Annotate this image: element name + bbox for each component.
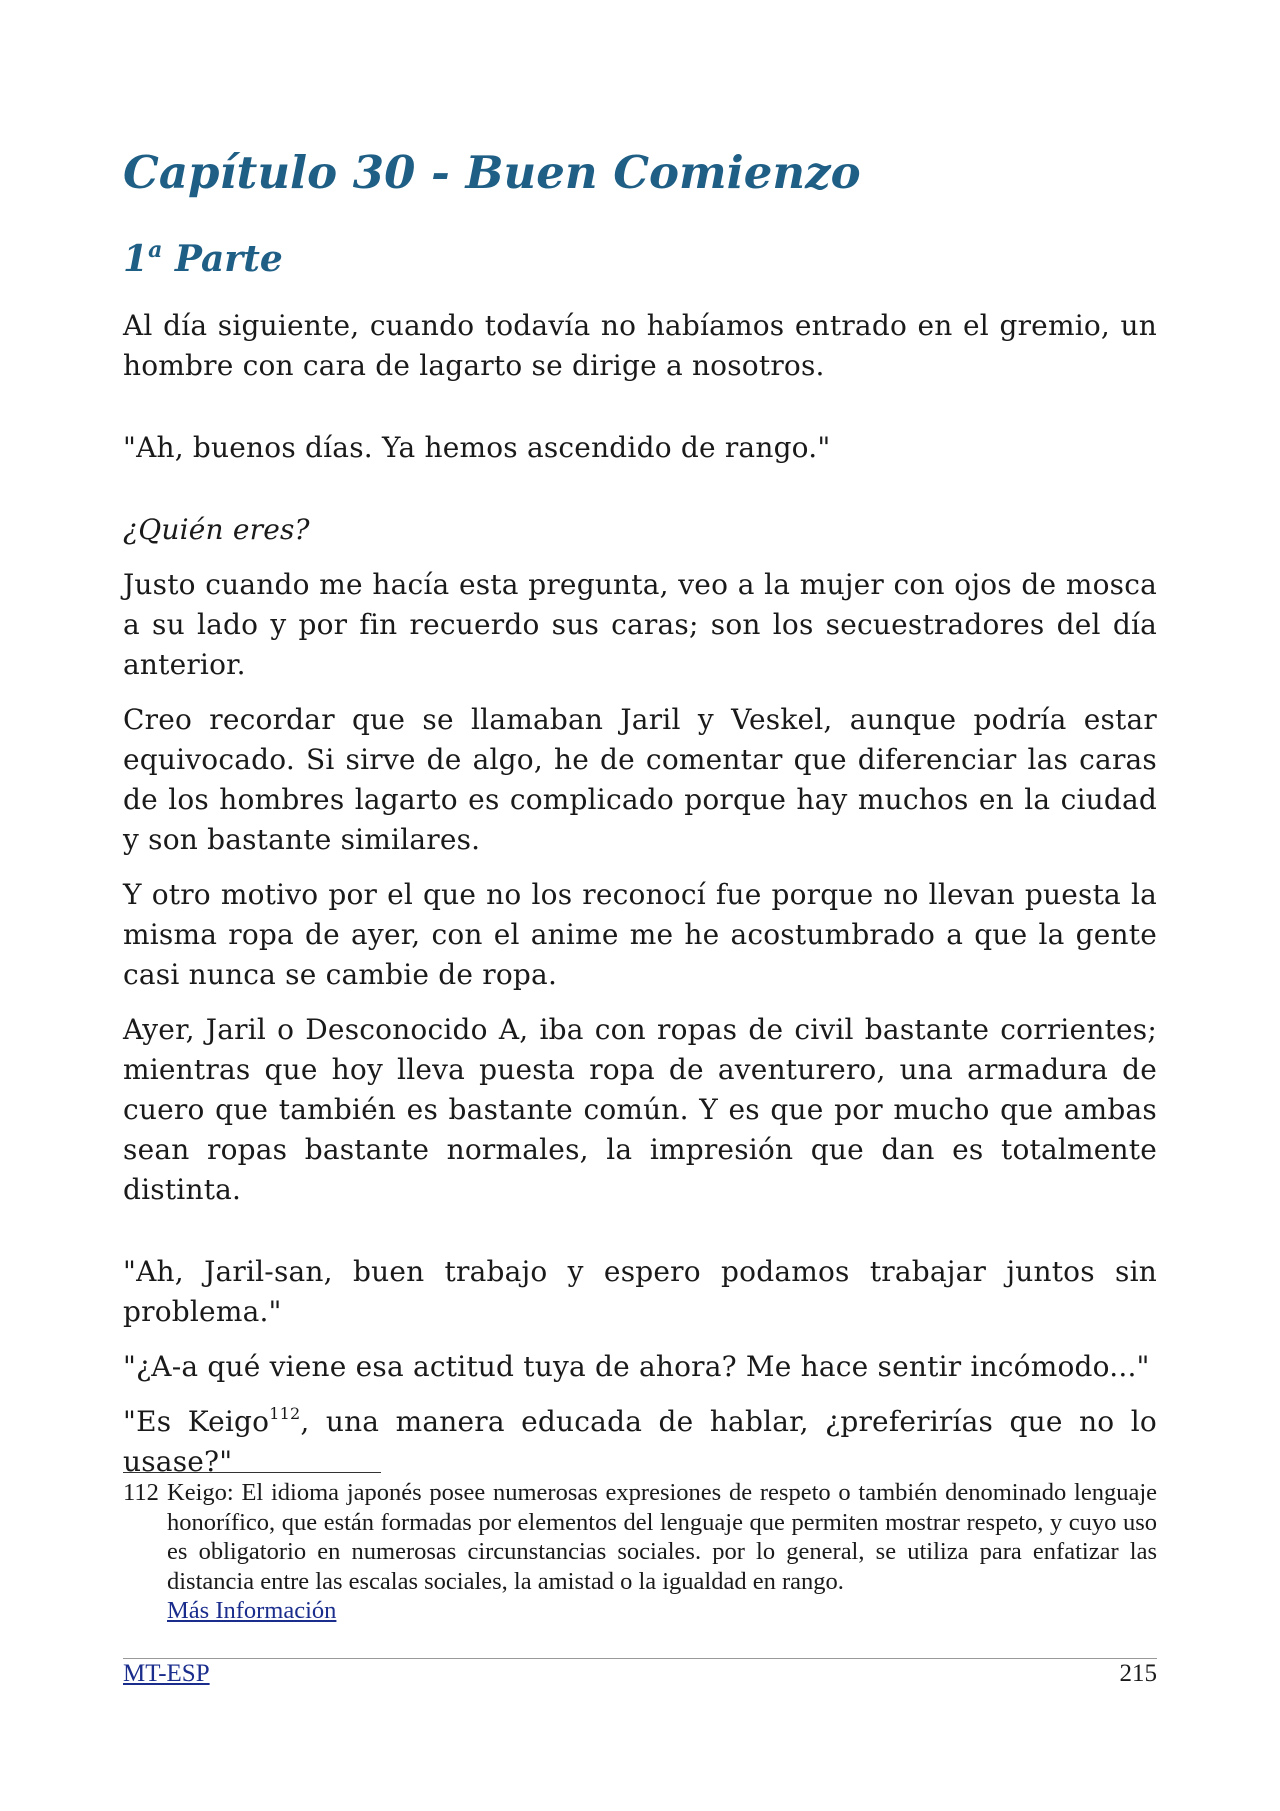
part-ordinal: a xyxy=(148,237,163,263)
body-text xyxy=(123,306,1157,1482)
part-label: Parte xyxy=(174,238,283,280)
paragraph: Al día siguiente, cuando todavía no habíamos entrado en el gremio, un hombre con cara de lagarto se dirige a nosotros. xyxy=(123,309,1157,382)
more-info-link[interactable]: Más Información xyxy=(167,1597,337,1624)
dialogue-line: "Ah, buenos días. Ya hemos ascendido de rango." xyxy=(123,431,831,464)
dialogue-line: "¿A-a qué viene esa actitud tuya de ahora? Me hace sentir incómodo..." xyxy=(123,1350,1150,1383)
dialogue-text: , una manera educada de hablar, ¿preferirías que no lo usase?" xyxy=(123,1405,1157,1478)
paragraph: Creo recordar que se llamaban Jaril y Veskel, aunque podría estar equivocado. Si sirve de algo, he de comentar que diferenciar las caras de los hombres lagarto es complicado porque hay muchos en la ciudad y son bastante similares. xyxy=(123,703,1157,856)
footnote-body xyxy=(167,1478,1157,1626)
chapter-title: Capítulo 30 - Buen Comienzo xyxy=(123,146,861,199)
footnote xyxy=(123,1478,1157,1626)
footer-site-link[interactable]: MT-ESP xyxy=(123,1660,210,1687)
footnote-reference[interactable]: 112 xyxy=(269,1404,301,1423)
inner-thought: ¿Quién eres? xyxy=(123,513,310,546)
dialogue-line xyxy=(123,1402,1157,1482)
part-title xyxy=(123,238,283,280)
footer-separator xyxy=(123,1658,1157,1659)
footnote-text: Keigo: El idioma japonés posee numerosas expresiones de respeto o también denominado lenguaje honorífico, que están formadas por elementos del lenguaje que permiten mostrar respeto, y cuyo uso es obligatorio en numerosas circunstancias sociales. por lo general, se utiliza para enfatizar las distancia entre las escalas sociales, la amistad o la igualdad en rango. xyxy=(167,1479,1157,1595)
page-number: 215 xyxy=(1119,1660,1157,1687)
dialogue-line: "Ah, Jaril-san, buen trabajo y espero podamos trabajar juntos sin problema." xyxy=(123,1255,1157,1328)
footnote-number: 112 xyxy=(123,1479,159,1506)
dialogue-text: "Es Keigo xyxy=(123,1405,270,1438)
part-number: 1 xyxy=(123,238,149,280)
paragraph: Justo cuando me hacía esta pregunta, veo a la mujer con ojos de mosca a su lado y por fin recuerdo sus caras; son los secuestradores del día anterior. xyxy=(123,568,1157,681)
paragraph: Y otro motivo por el que no los reconocí fue porque no llevan puesta la misma ropa de ayer, con el anime me he acostumbrado a que la gente casi nunca se cambie de ropa. xyxy=(123,878,1157,991)
paragraph: Ayer, Jaril o Desconocido A, iba con ropas de civil bastante corrientes; mientras que hoy lleva puesta ropa de aventurero, una armadura de cuero que también es bastante común. Y es que por mucho que ambas sean ropas bastante normales, la impresión que dan es totalmente distinta. xyxy=(123,1013,1157,1206)
footnote-separator xyxy=(123,1472,381,1473)
